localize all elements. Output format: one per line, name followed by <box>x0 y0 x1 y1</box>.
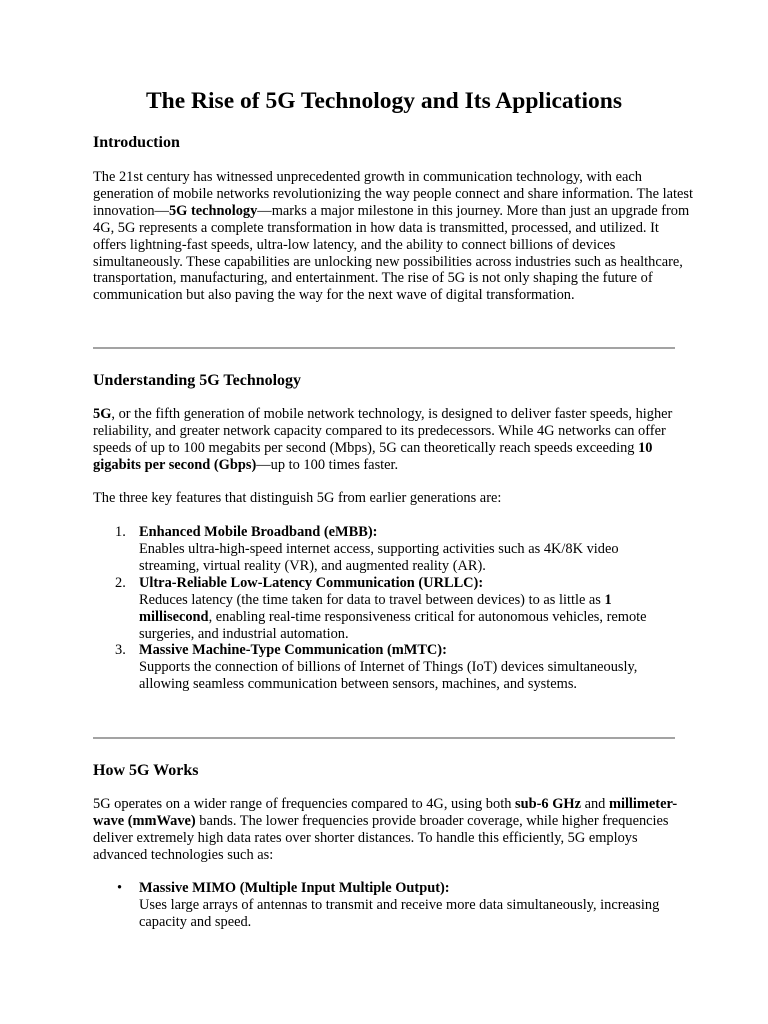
list-item-desc: Supports the connection of billions of Internet of Things (IoT) devices simultaneously, allowing seamless communication between sensors, machines, and systems. <box>139 658 638 692</box>
list-item-desc-bold: 1 millisecond <box>139 591 612 625</box>
how-bold-mmwave: millimeter-wave (mmWave) <box>93 796 678 829</box>
how-text-1: 5G operates on a wider range of frequencies compared to 4G, using both <box>93 796 515 812</box>
list-item-desc: Reduces latency (the time taken for data to travel between devices) to as little as <box>139 591 605 608</box>
bullet-item-desc: Uses large arrays of antennas to transmit and receive more data simultaneously, increasing capacity and speed. <box>139 896 660 930</box>
list-number: 3. <box>115 642 126 658</box>
list-item-title: Massive Machine-Type Communication (mMTC): <box>139 642 447 658</box>
how-text-2: and <box>580 796 609 812</box>
intro-paragraph <box>93 169 693 304</box>
how-text-3: bands. The lower frequencies provide broader coverage, while higher frequencies deliver extremely high data rates over shorter distances. To handle this efficiently, 5G employs advanced technologies such as: <box>93 812 669 863</box>
understanding-paragraph <box>93 406 693 474</box>
understanding-text-2: —up to 100 times faster. <box>256 456 399 473</box>
bullet-item <box>93 880 693 931</box>
section-divider <box>93 737 675 739</box>
section-heading-understanding: Understanding 5G Technology <box>93 372 302 389</box>
intro-text-1: The 21st century has witnessed unprecedented growth in communication technology, with each generation of mobile networks revolutionizing the way people connect and share information. The latest innovation— <box>93 169 693 219</box>
intro-bold-5g: 5G technology <box>168 202 258 219</box>
list-item-title: Ultra-Reliable Low-Latency Communication (URLLC): <box>139 575 484 591</box>
list-number: 2. <box>115 575 126 591</box>
list-item-title: Enhanced Mobile Broadband (eMBB): <box>139 524 378 540</box>
how-paragraph <box>93 796 693 864</box>
how-bold-sub6: sub-6 GHz <box>515 796 581 812</box>
list-item <box>93 642 693 693</box>
section-heading-introduction: Introduction <box>93 134 180 151</box>
section-divider <box>93 347 675 349</box>
features-intro: The three key features that distinguish 5G from earlier generations are: <box>93 490 502 506</box>
understanding-bold-speed: 10 gigabits per second (Gbps) <box>93 439 653 473</box>
bullet-icon: • <box>117 880 123 896</box>
list-item <box>93 575 693 643</box>
list-number: 1. <box>115 524 126 540</box>
list-item-desc: Enables ultra-high-speed internet access, supporting activities such as 4K/8K video streaming, virtual reality (VR), and augmented reality (AR). <box>139 540 619 574</box>
section-heading-how: How 5G Works <box>93 762 199 779</box>
bullet-item-title: Massive MIMO (Multiple Input Multiple Output): <box>139 880 450 896</box>
list-item <box>93 524 693 575</box>
understanding-bold-5g: 5G <box>93 406 112 422</box>
list-item-desc-tail: , enabling real-time responsiveness critical for autonomous vehicles, remote surgeries, and industrial automation. <box>139 608 647 642</box>
understanding-text-1: , or the fifth generation of mobile network technology, is designed to deliver faster speeds, higher reliability, and greater network capacity compared to its predecessors. While 4G networks can offer speeds of up to 100 megabits per second (Mbps), 5G can theoretically reach speeds exceeding <box>93 406 673 456</box>
document-title: The Rise of 5G Technology and Its Applications <box>146 88 622 114</box>
intro-text-2: —marks a major milestone in this journey. More than just an upgrade from 4G, 5G represents a complete transformation in how data is transmitted, processed, and utilized. It offers lightning-fast speeds, ultra-low latency, and the ability to connect billions of devices simultaneously. These capabilities are unlocking new possibilities across industries such as healthcare, transportation, manufacturing, and entertainment. The rise of 5G is not only shaping the future of communication but also paving the way for the next wave of digital transformation. <box>93 202 690 304</box>
